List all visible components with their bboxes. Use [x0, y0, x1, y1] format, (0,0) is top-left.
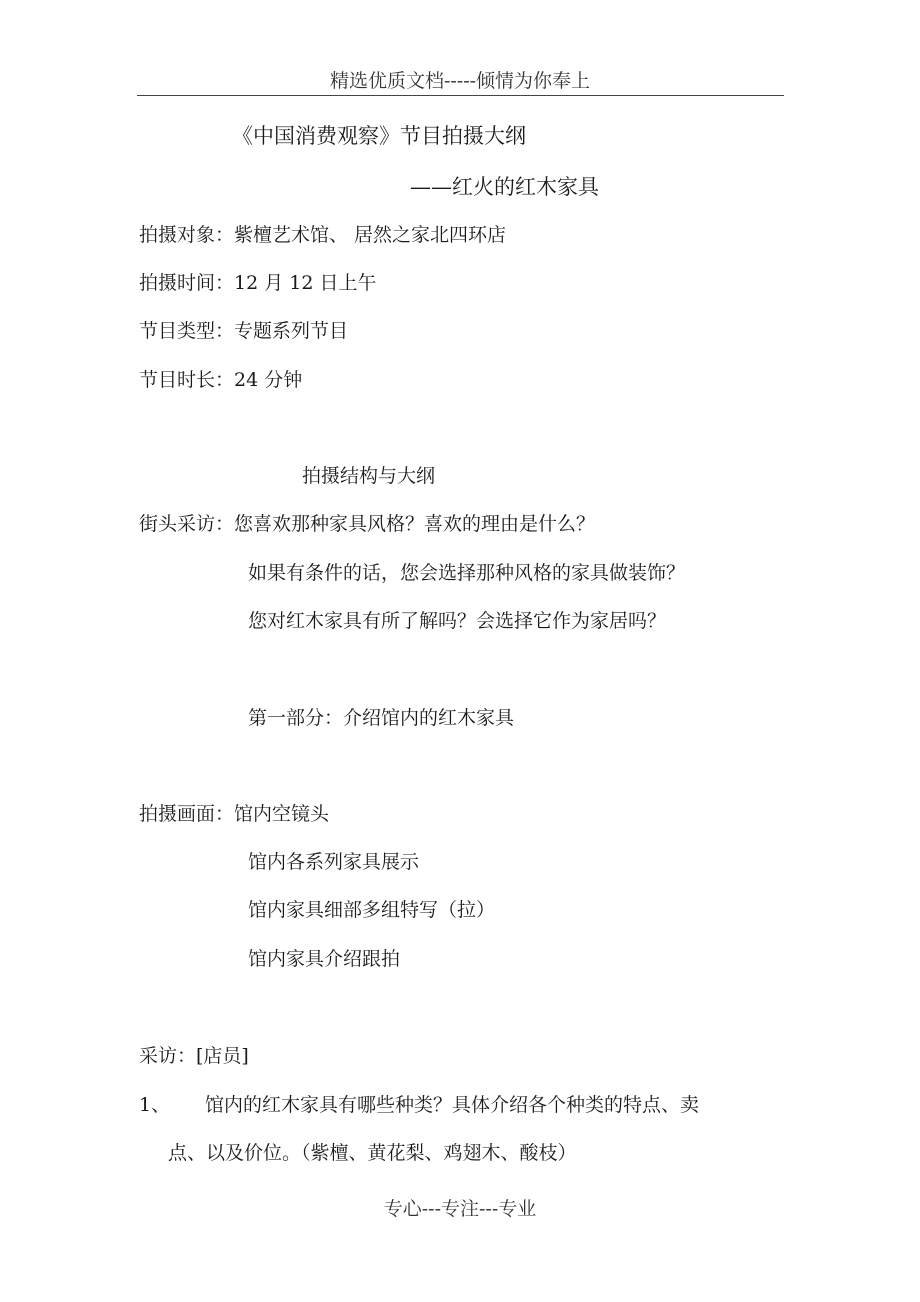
interview-item-line2: 点、以及价位。（紫檀、黄花梨、鸡翅木、酸枝） [168, 1142, 577, 1164]
document-subtitle: ——红火的红木家具 [410, 175, 599, 199]
section-heading: 拍摄结构与大纲 [302, 465, 436, 487]
interview-label: 采访：[店员] [139, 1045, 249, 1067]
info-subject: 拍摄对象：紫檀艺术馆、 居然之家北四环店 [139, 224, 507, 246]
shot-list-4: 馆内家具介绍跟拍 [248, 948, 401, 970]
info-type: 节目类型：专题系列节目 [139, 320, 349, 342]
shot-list-1: 拍摄画面：馆内空镜头 [139, 803, 330, 825]
shot-list-2: 馆内各系列家具展示 [248, 851, 420, 873]
interview-item-line1: 馆内的红木家具有哪些种类？具体介绍各个种类的特点、卖 [205, 1094, 700, 1116]
info-duration: 节目时长：24 分钟 [139, 369, 303, 391]
info-time: 拍摄时间：12 月 12 日上午 [139, 272, 377, 294]
interview-item-number: 1、 [139, 1094, 171, 1116]
page-header: 精选优质文档-----倾情为你奉上 [329, 70, 591, 92]
document-title: 《中国消费观察》节目拍摄大纲 [232, 124, 526, 148]
header-divider [137, 95, 784, 96]
page-footer: 专心---专注---专业 [383, 1198, 537, 1220]
street-interview-q1: 街头采访：您喜欢那种家具风格？喜欢的理由是什么？ [139, 513, 596, 535]
street-interview-q2: 如果有条件的话，您会选择那种风格的家具做装饰？ [248, 562, 686, 584]
part-one-heading: 第一部分：介绍馆内的红木家具 [248, 707, 515, 729]
shot-list-3: 馆内家具细部多组特写（拉） [248, 899, 496, 921]
street-interview-q3: 您对红木家具有所了解吗？会选择它作为家居吗？ [248, 610, 667, 632]
